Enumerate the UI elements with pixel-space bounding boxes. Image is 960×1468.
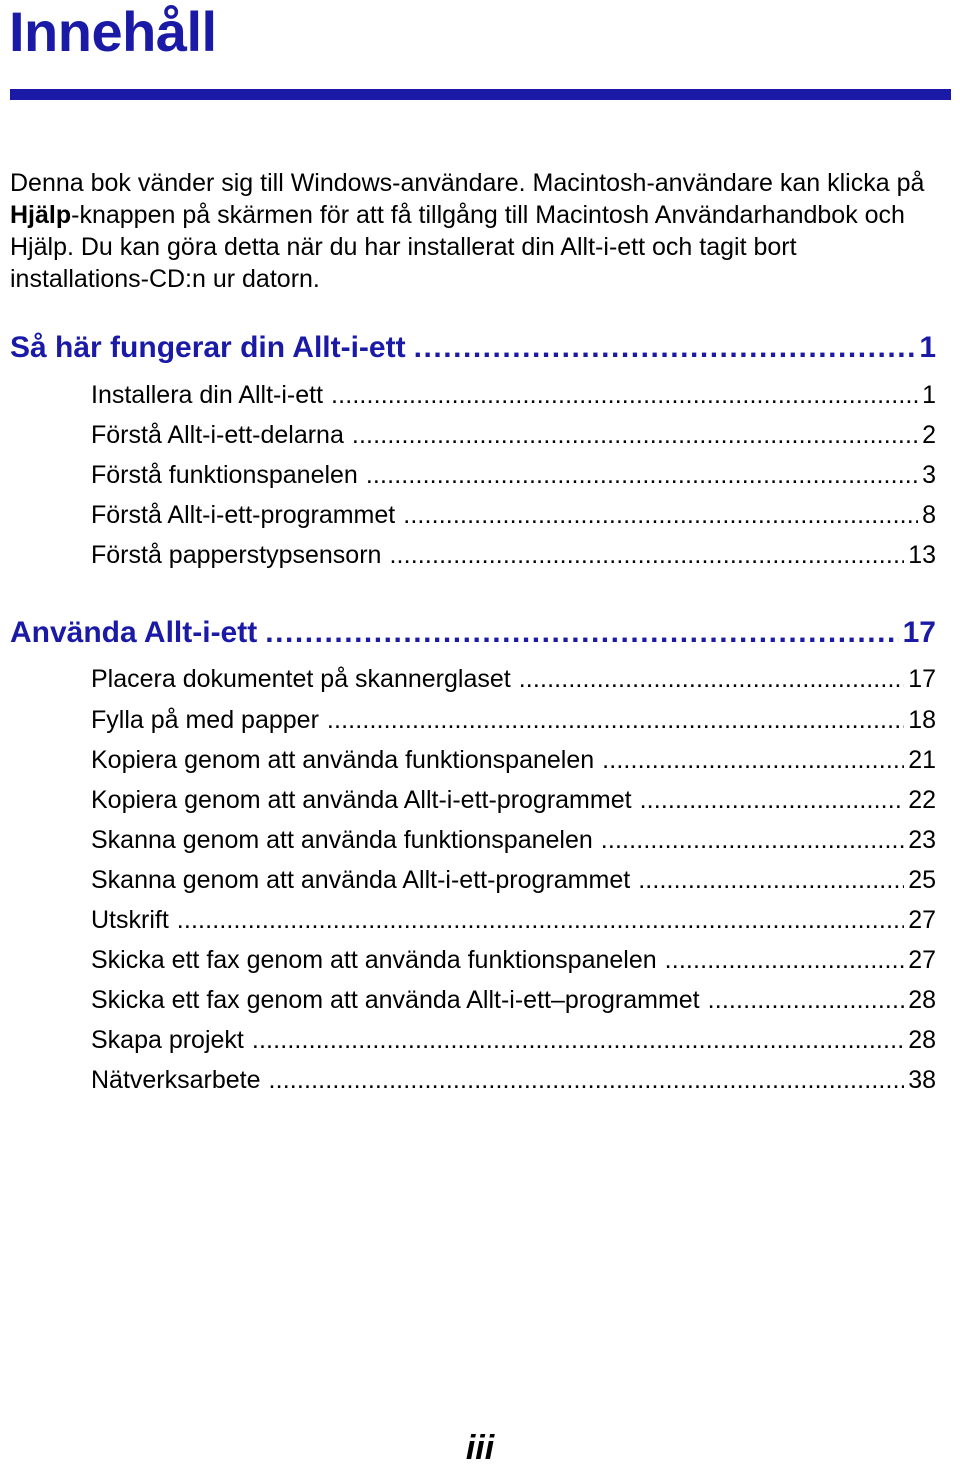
toc-entry-page: 28: [908, 1026, 936, 1054]
toc-entry-label: Kopiera genom att använda Allt-i-ett-programmet: [91, 786, 632, 814]
intro-line-2-text: -knappen på skärmen för att få tillgång till Macintosh Användarhandbok och: [71, 201, 905, 229]
toc-entry-page: 17: [908, 665, 936, 693]
dot-leader: [519, 664, 904, 694]
dot-leader: [252, 1025, 904, 1055]
toc-entry-label: Fylla på med papper: [91, 706, 319, 734]
toc-section-label: Så här fungerar din Allt-i-ett: [10, 331, 406, 364]
toc-section-page: 17: [902, 616, 936, 649]
dot-leader: [403, 500, 918, 530]
toc-entry-page: 27: [908, 946, 936, 974]
dot-leader: [708, 985, 905, 1015]
toc-entry-label: Förstå papperstypsensorn: [91, 541, 382, 569]
intro-paragraph: [10, 167, 955, 295]
toc-entry[interactable]: [91, 540, 936, 570]
toc-entry-page: 13: [908, 541, 936, 569]
page-title: Innehåll: [9, 0, 217, 63]
dot-leader: [640, 785, 905, 815]
toc-entry[interactable]: [91, 500, 936, 530]
toc-section-page: 1: [919, 331, 936, 364]
page-number: iii: [465, 1429, 495, 1467]
toc-entry-label: Skanna genom att använda funktionspanelen: [91, 826, 593, 854]
toc-entry-label: Skanna genom att använda Allt-i-ett-programmet: [91, 866, 631, 894]
title-divider: [10, 89, 951, 100]
dot-leader: [638, 865, 904, 895]
toc-entry-page: 8: [922, 501, 936, 529]
toc-entry[interactable]: [91, 460, 936, 490]
toc-section-label: Använda Allt-i-ett: [10, 616, 258, 649]
intro-line-4: installations-CD:n ur datorn.: [10, 265, 320, 293]
dot-leader: [389, 540, 904, 570]
dot-leader: [265, 615, 898, 651]
dot-leader: [665, 945, 905, 975]
dot-leader: [177, 905, 904, 935]
toc-entry[interactable]: [91, 745, 936, 775]
toc-entry[interactable]: [91, 945, 936, 975]
toc-section-title[interactable]: [10, 615, 936, 651]
intro-line-3: Hjälp. Du kan göra detta när du har installerat din Allt-i-ett och tagit bort: [10, 233, 797, 261]
dot-leader: [602, 745, 904, 775]
toc-section-title[interactable]: [10, 330, 936, 366]
toc-entry[interactable]: [91, 905, 936, 935]
toc-entry-label: Placera dokumentet på skannerglaset: [91, 665, 511, 693]
intro-line-1: Denna bok vänder sig till Windows-användare. Macintosh-användare kan klicka på: [10, 169, 925, 197]
toc-entry-label: Installera din Allt-i-ett: [91, 381, 324, 409]
toc-entry-page: 25: [908, 866, 936, 894]
toc-entry[interactable]: [91, 1025, 936, 1055]
dot-leader: [269, 1065, 905, 1095]
toc-entry-page: 3: [922, 461, 936, 489]
toc-entry-page: 2: [922, 421, 936, 449]
toc-entry-label: Skicka ett fax genom att använda funktionspanelen: [91, 946, 657, 974]
toc-entry-page: 18: [908, 706, 936, 734]
dot-leader: [366, 460, 918, 490]
toc-entry[interactable]: [91, 1065, 936, 1095]
toc-entry-page: 21: [908, 746, 936, 774]
toc-entry-page: 23: [908, 826, 936, 854]
dot-leader: [352, 420, 918, 450]
toc-entry-label: Skicka ett fax genom att använda Allt-i-ett–programmet: [91, 986, 700, 1014]
toc-entry[interactable]: [91, 825, 936, 855]
toc-entry[interactable]: [91, 785, 936, 815]
dot-leader: [331, 380, 918, 410]
toc-entry-page: 38: [908, 1066, 936, 1094]
dot-leader: [414, 330, 916, 366]
toc-entry[interactable]: [91, 380, 936, 410]
toc-entry-label: Skapa projekt: [91, 1026, 244, 1054]
toc-entry-label: Förstå Allt-i-ett-programmet: [91, 501, 396, 529]
toc-entry[interactable]: [91, 865, 936, 895]
dot-leader: [601, 825, 904, 855]
toc-entry-label: Förstå funktionspanelen: [91, 461, 358, 489]
toc-entry[interactable]: [91, 985, 936, 1015]
toc-entry-page: 1: [922, 381, 936, 409]
toc-entry-label: Utskrift: [91, 906, 169, 934]
help-button-name: Hjälp: [10, 201, 72, 229]
toc-entry-label: Kopiera genom att använda funktionspanelen: [91, 746, 595, 774]
toc-entry-page: 27: [908, 906, 936, 934]
toc-entry[interactable]: [91, 705, 936, 735]
dot-leader: [327, 705, 904, 735]
toc-entry-page: 22: [908, 786, 936, 814]
toc-entry[interactable]: [91, 664, 936, 694]
toc-entry-page: 28: [908, 986, 936, 1014]
toc-entry-label: Förstå Allt-i-ett-delarna: [91, 421, 344, 449]
toc-entry[interactable]: [91, 420, 936, 450]
toc-entry-label: Nätverksarbete: [91, 1066, 261, 1094]
intro-line-2: [10, 199, 955, 231]
